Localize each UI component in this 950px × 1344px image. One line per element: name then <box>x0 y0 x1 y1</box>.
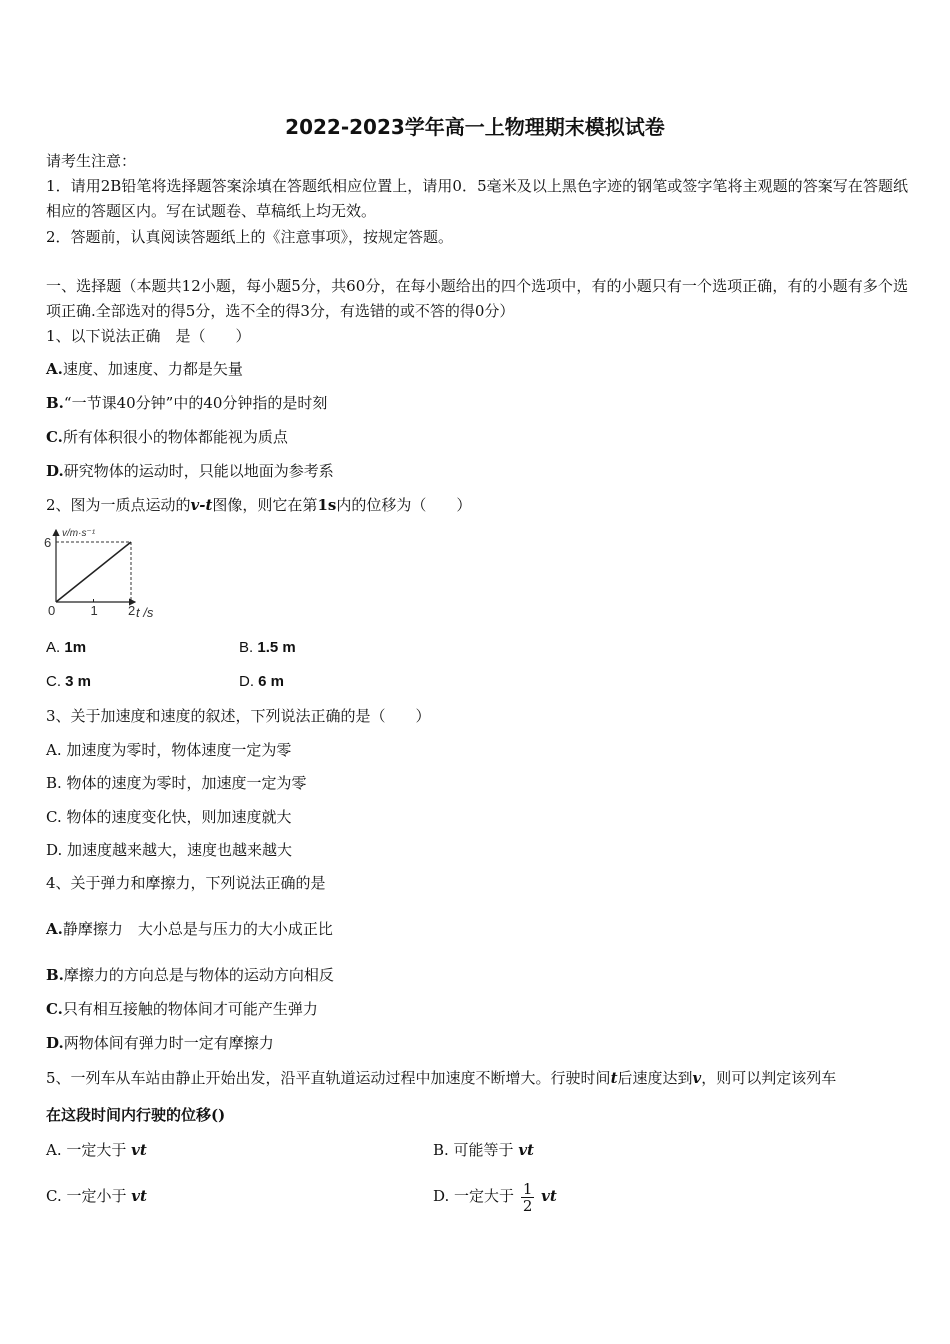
option-var: vt <box>131 1141 147 1159</box>
q3-stem: 3、关于加速度和速度的叙述，下列说法正确的是（ ） <box>46 707 431 725</box>
q2-stem-unit: 1s <box>317 496 337 514</box>
option-label: D. <box>46 1034 64 1052</box>
option-label: C. <box>46 428 63 446</box>
q2-stem-mid: 图像，则它在第 <box>212 496 318 514</box>
q5-var-v: v <box>692 1069 702 1087</box>
option-text: 3 m <box>65 673 92 690</box>
q2-stem-var: v-t <box>190 496 213 514</box>
q2-option-d <box>239 671 284 693</box>
option-label: A. <box>46 360 63 378</box>
x-tick-label: 2 <box>128 603 136 618</box>
q3-option-c: C. 物体的速度变化快，则加速度就大 <box>46 808 292 826</box>
q2-stem <box>46 494 471 516</box>
option-label: C. 一定小于 <box>46 1187 127 1205</box>
option-label: B. <box>46 394 64 412</box>
q5-text: 5、一列车从车站由静止开始出发，沿平直轨道运动过程中加速度不断增大。行驶时间 <box>46 1069 611 1087</box>
option-label: D. <box>239 673 254 690</box>
q5-text: ，则可以判定该列车 <box>701 1069 837 1087</box>
notice-item-1: 1．请用2B铅笔将选择题答案涂填在答题纸相应位置上，请用0．5毫米及以上黑色字迹的钢笔或签字笔将主观题的答案写在答题纸相应的答题区内。写在试题卷、草稿纸上均无效。 <box>46 177 908 220</box>
q5-stem-line2: 在这段时间内行驶的位移() <box>46 1106 226 1124</box>
q5-option-a <box>46 1139 147 1161</box>
option-text: 只有相互接触的物体间才可能产生弹力 <box>62 1000 318 1018</box>
option-label: B. <box>46 966 64 984</box>
fraction-denominator: 2 <box>522 1196 533 1215</box>
q2-stem-pre: 2、图为一质点运动的 <box>46 496 191 514</box>
option-label: D. <box>46 462 64 480</box>
q4-stem: 4、关于弹力和摩擦力，下列说法正确的是 <box>46 874 326 892</box>
q1-option-a <box>46 358 243 380</box>
option-text: 速度、加速度、力都是矢量 <box>62 360 243 378</box>
option-text: 两物体间有弹力时一定有摩擦力 <box>63 1034 274 1052</box>
option-label: A. <box>46 920 63 938</box>
q5-option-c <box>46 1185 147 1207</box>
q4-option-c <box>46 998 318 1020</box>
option-text: 摩擦力的方向总是与物体的运动方向相反 <box>63 966 334 984</box>
page-title: 2022-2023学年高一上物理期末模拟试卷 <box>285 115 665 139</box>
fraction-numerator: 1 <box>522 1179 533 1198</box>
option-var: vt <box>541 1187 557 1205</box>
option-label: B. <box>239 639 254 656</box>
option-text: “一节课40分钟”中的40分钟指的是时刻 <box>63 394 328 412</box>
q5-option-d <box>433 1174 557 1218</box>
q3-option-b: B. 物体的速度为零时，加速度一定为零 <box>46 774 307 792</box>
q3-option-d: D. 加速度越来越大，速度也越来越大 <box>46 841 293 859</box>
option-label: A. <box>46 639 61 656</box>
x-tick-label: 0 <box>48 603 56 618</box>
section-instructions: 一、选择题（本题共12小题，每小题5分，共60分，在每小题给出的四个选项中，有的小题只有一个选项正确，有的小题有多个选项正确.全部选对的得5分，选不全的得3分，有选错的或不答的得0分） <box>46 277 908 320</box>
option-var: vt <box>131 1187 147 1205</box>
option-label: C. <box>46 1000 63 1018</box>
q5-option-b <box>433 1139 534 1161</box>
vt-graph <box>40 520 170 625</box>
q3-option-a: A. 加速度为零时，物体速度一定为零 <box>46 741 292 759</box>
q1-option-b <box>46 392 327 414</box>
q2-option-b <box>239 637 296 659</box>
q5-var-t: t <box>610 1069 618 1087</box>
q2-stem-post: 内的位移为（ ） <box>336 496 472 514</box>
y-tick-label: 6 <box>44 535 52 550</box>
option-label: A. 一定大于 <box>46 1141 127 1159</box>
notice-heading: 请考生注意： <box>46 152 137 170</box>
x-tick-label: 1 <box>90 603 98 618</box>
option-label: B. 可能等于 <box>433 1141 514 1159</box>
option-var: vt <box>518 1141 534 1159</box>
option-text: 1m <box>64 639 87 656</box>
option-label: C. <box>46 673 61 690</box>
series-line <box>56 542 131 602</box>
option-text: 6 m <box>258 673 285 690</box>
q1-option-c <box>46 426 288 448</box>
q5-stem-line1 <box>46 1067 836 1089</box>
q4-option-d <box>46 1032 274 1054</box>
x-axis-label: t /s <box>136 605 154 620</box>
y-axis-label: v/m·s⁻¹ <box>62 528 96 539</box>
option-text: 1.5 m <box>257 639 296 656</box>
q2-option-a <box>46 637 86 659</box>
option-text: 所有体积很小的物体都能视为质点 <box>62 428 288 446</box>
q2-option-c <box>46 671 91 693</box>
chart-marks <box>44 535 135 618</box>
option-label: D. 一定大于 <box>433 1187 515 1205</box>
notice-item-2: 2．答题前，认真阅读答题纸上的《注意事项》，按规定答题。 <box>46 228 454 246</box>
fraction <box>521 1181 535 1214</box>
q1-stem: 1、以下说法正确 是（ ） <box>46 327 251 345</box>
option-text: 静摩擦力 大小总是与压力的大小成正比 <box>62 920 333 938</box>
q1-option-d <box>46 460 334 482</box>
q4-option-a <box>46 918 333 940</box>
option-text: 研究物体的运动时，只能以地面为参考系 <box>63 462 334 480</box>
q5-text: 后速度达到 <box>617 1069 693 1087</box>
q4-option-b <box>46 964 334 986</box>
